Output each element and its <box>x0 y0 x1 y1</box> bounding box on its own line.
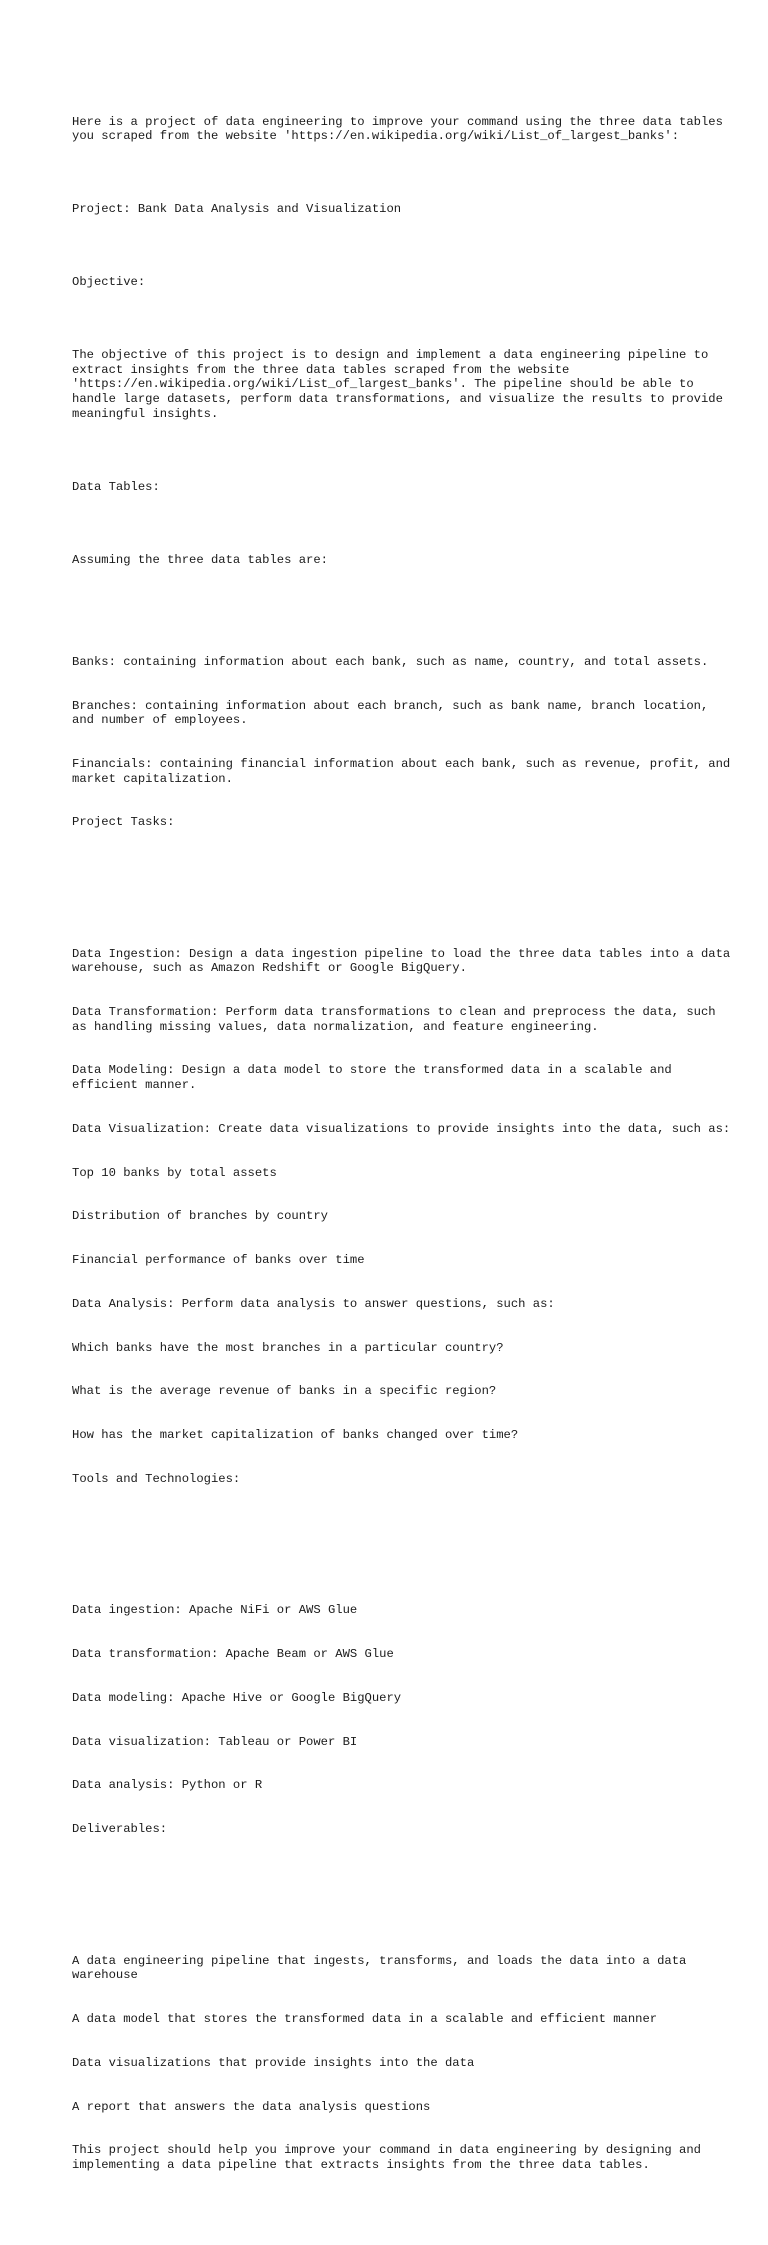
list-item: Top 10 banks by total assets <box>72 1165 277 1180</box>
intro-paragraph: Here is a project of data engineering to improve your command using the three data tables you scraped from the website 'https://en.wikipedia.org/wiki/List_of_largest_banks': <box>72 114 731 144</box>
tables-list <box>72 626 738 874</box>
list-item: Data Analysis: Perform data analysis to answer questions, such as: <box>72 1296 555 1311</box>
list-item: Data Visualization: Create data visualizations to provide insights into the data, such as: <box>72 1121 731 1136</box>
list-item: Financials: containing financial information about each bank, such as revenue, profit, and market capitalization. <box>72 756 738 786</box>
deliverables-list <box>72 1924 732 2201</box>
list-item: Data ingestion: Apache NiFi or AWS Glue <box>72 1603 358 1618</box>
objective-paragraph: The objective of this project is to design and implement a data engineering pipeline to extract insights from the three data tables scraped from the website 'https://en.wikipedia.org/wiki/List_of_largest_banks'. The pipeline should be able to handle large datasets, perform data transformations, and visualize the results to provide meaningful insights. <box>72 348 731 421</box>
list-item: Branches: containing information about each branch, such as bank name, branch location, and number of employees. <box>72 698 716 728</box>
list-item: What is the average revenue of banks in a specific region? <box>72 1384 497 1399</box>
tools-heading: Tools and Technologies: <box>72 1472 241 1486</box>
deliverables-heading: Deliverables: <box>72 1822 168 1837</box>
list-item: Data Ingestion: Design a data ingestion pipeline to load the three data tables into a data warehouse, such as Amazon Redshift or Google BigQuery. <box>72 946 738 976</box>
list-item: Which banks have the most branches in a particular country? <box>72 1340 504 1355</box>
list-item: Data modeling: Apache Hive or Google BigQuery <box>72 1690 402 1705</box>
objective-heading: Objective: <box>72 275 146 290</box>
list-item: Data Modeling: Design a data model to store the transformed data in a scalable and efficient manner. <box>72 1063 680 1092</box>
list-item: Data visualizations that provide insights into the data <box>72 2055 475 2070</box>
data-tables-heading: Data Tables: <box>72 479 160 494</box>
list-item: How has the market capitalization of banks changed over time? <box>72 1428 519 1443</box>
tools-list <box>72 1574 732 1880</box>
list-item: Financial performance of banks over time <box>72 1253 365 1268</box>
project-tasks-heading: Project Tasks: <box>72 815 175 830</box>
closing-paragraph: This project should help you improve your command in data engineering by designing and implementing a data pipeline that extracts insights from the three data tables. <box>72 2143 709 2172</box>
list-item: Data analysis: Python or R <box>72 1778 263 1793</box>
list-item: A report that answers the data analysis questions <box>72 2099 431 2114</box>
list-item: Banks: containing information about each bank, such as name, country, and total assets. <box>72 654 709 669</box>
list-item: Data Transformation: Perform data transformations to clean and preprocess the data, such as handling missing values, data normalization, and feature engineering. <box>72 1005 723 1034</box>
list-item: Data transformation: Apache Beam or AWS Glue <box>72 1647 394 1662</box>
list-item: Distribution of branches by country <box>72 1209 328 1224</box>
list-item: Data visualization: Tableau or Power BI <box>72 1734 358 1749</box>
tasks-list <box>72 917 738 1530</box>
list-item: A data engineering pipeline that ingests, transforms, and loads the data into a data warehouse <box>72 1953 694 1983</box>
assuming-paragraph: Assuming the three data tables are: <box>72 552 328 567</box>
list-item: A data model that stores the transformed data in a scalable and efficient manner <box>72 2011 658 2026</box>
project-title: Project: Bank Data Analysis and Visualization <box>72 202 402 217</box>
document-body <box>72 71 738 2245</box>
